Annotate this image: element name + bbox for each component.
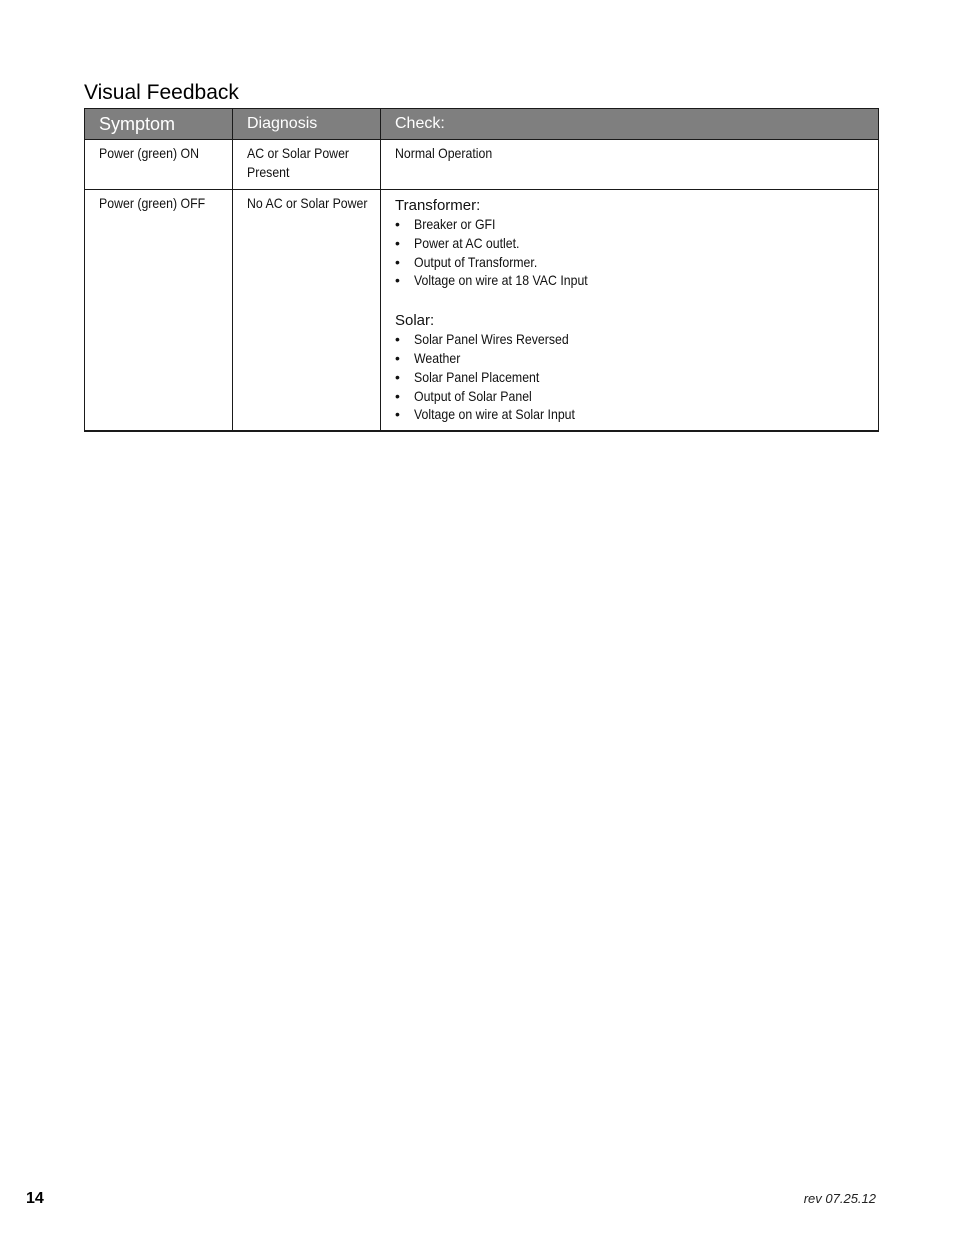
list-item xyxy=(395,387,864,406)
list-item xyxy=(395,330,864,349)
diagnosis-line: No AC or Solar Power xyxy=(247,195,368,211)
solar-heading: Solar: xyxy=(395,312,435,330)
list-item xyxy=(395,271,864,290)
list-item-text: Solar Panel Placement xyxy=(414,368,540,385)
cell-check xyxy=(381,190,879,432)
symptom-text: Power (green) ON xyxy=(99,145,199,161)
list-item xyxy=(395,368,864,387)
bullet-icon: • xyxy=(395,368,400,385)
list-item-text: Voltage on wire at Solar Input xyxy=(414,406,575,423)
transformer-heading: Transformer: xyxy=(395,197,481,214)
list-item xyxy=(395,405,864,424)
table-row xyxy=(85,190,879,432)
list-item-text: Solar Panel Wires Reversed xyxy=(414,331,569,348)
list-item-text: Power at AC outlet. xyxy=(414,234,520,251)
cell-diagnosis xyxy=(233,140,381,190)
list-item-text: Voltage on wire at 18 VAC Input xyxy=(414,272,588,289)
list-item-text: Weather xyxy=(414,349,461,366)
bullet-icon: • xyxy=(395,406,400,423)
bullet-icon: • xyxy=(395,331,400,348)
bullet-icon: • xyxy=(395,387,400,404)
revision-label: rev 07.25.12 xyxy=(803,1191,876,1206)
check-text: Normal Operation xyxy=(395,145,493,161)
symptom-text: Power (green) OFF xyxy=(99,195,206,211)
visual-feedback-table xyxy=(84,108,879,432)
list-item xyxy=(395,234,864,253)
bullet-icon: • xyxy=(395,272,400,289)
section-title: Visual Feedback xyxy=(84,81,239,104)
header-diagnosis: Diagnosis xyxy=(233,109,381,140)
cell-symptom xyxy=(85,190,233,432)
bullet-icon: • xyxy=(395,216,400,232)
solar-check-list xyxy=(395,330,864,424)
transformer-check-list xyxy=(395,215,864,290)
header-symptom: Symptom xyxy=(85,109,233,140)
bullet-icon: • xyxy=(395,349,400,366)
list-item xyxy=(395,253,864,272)
cell-symptom xyxy=(85,140,233,190)
bullet-icon: • xyxy=(395,234,400,251)
cell-check xyxy=(381,140,879,190)
diagnosis-line: Present xyxy=(247,164,290,180)
list-item xyxy=(395,349,864,368)
cell-diagnosis xyxy=(233,190,381,432)
list-item-text: Output of Transformer. xyxy=(414,253,538,270)
list-item xyxy=(395,215,864,234)
header-check: Check: xyxy=(381,109,879,140)
spacer xyxy=(395,290,864,309)
diagnosis-line: AC or Solar Power xyxy=(247,145,350,161)
bullet-icon: • xyxy=(395,253,400,270)
table-row xyxy=(85,140,879,190)
list-item-text: Breaker or GFI xyxy=(414,216,496,232)
page-number: 14 xyxy=(26,1190,44,1207)
table-header-row xyxy=(85,109,879,140)
list-item-text: Output of Solar Panel xyxy=(414,387,532,404)
